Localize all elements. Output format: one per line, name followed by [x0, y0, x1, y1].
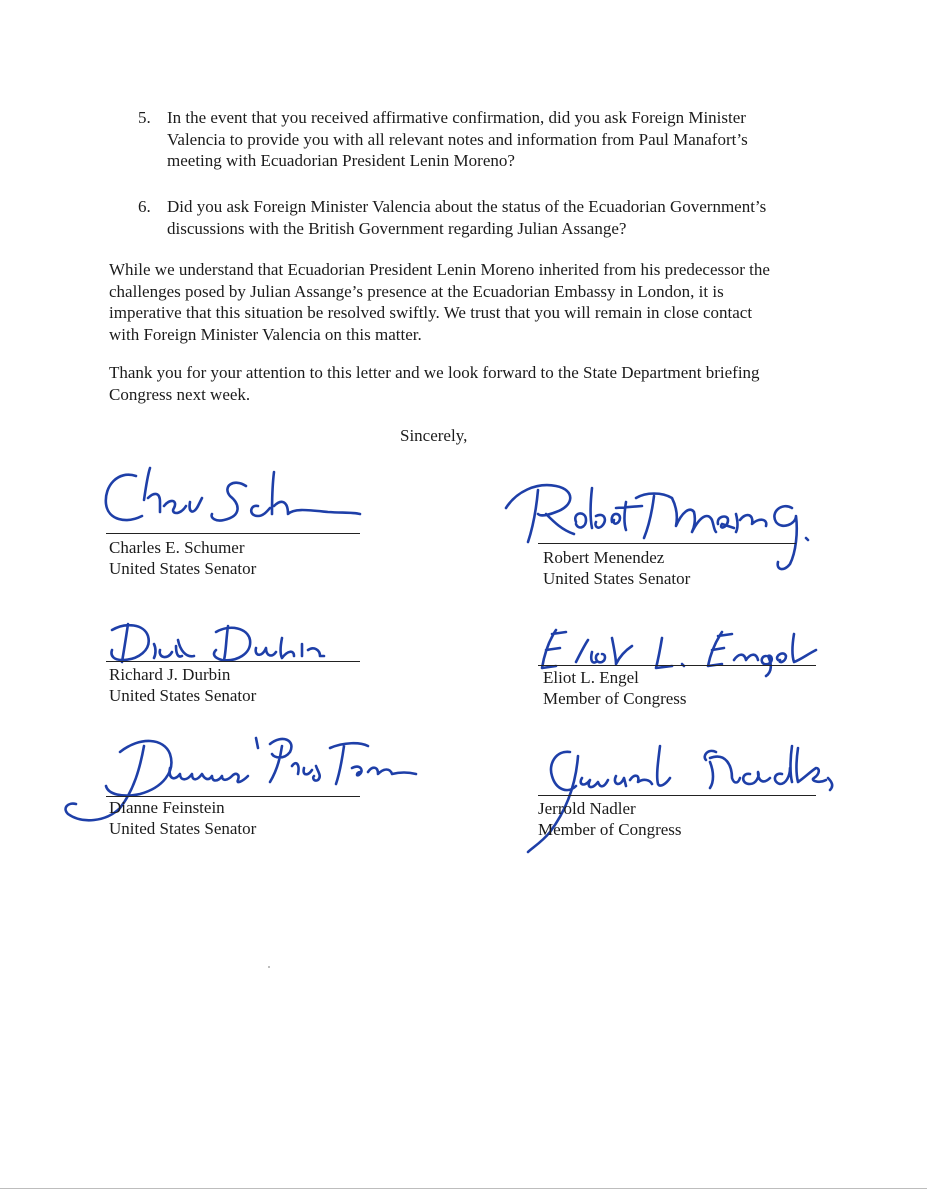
text-line: Congress next week. [109, 384, 251, 404]
signature-line [106, 533, 360, 534]
question-number: 5. [138, 108, 151, 127]
signature-line [538, 543, 796, 544]
text-line: Did you ask Foreign Minister Valencia about the status of the Ecuadorian Government’s [167, 197, 767, 216]
text-line: Thank you for your attention to this letter and we look forward to the State Department briefing [109, 363, 760, 382]
scan-speck [268, 966, 270, 968]
signatory-text [109, 664, 256, 706]
signatory-text [538, 798, 682, 840]
signatory-name: Jerrold Nadler [538, 799, 636, 818]
signatory-title: Member of Congress [538, 820, 682, 839]
signatory-title: United States Senator [109, 686, 257, 705]
text-line: with Foreign Minister Valencia on this matter. [109, 324, 422, 344]
signature-line [538, 665, 816, 666]
text-line: discussions with the British Government regarding Julian Assange? [167, 218, 627, 238]
closing: Sincerely, [400, 426, 468, 445]
signatory-title: Member of Congress [543, 689, 687, 708]
signatory-text [543, 667, 687, 709]
question-text [167, 196, 847, 239]
text-line: In the event that you received affirmative confirmation, did you ask Foreign Minister [167, 108, 746, 127]
signatory-title: United States Senator [109, 819, 257, 838]
body-paragraph [109, 362, 829, 405]
question-number: 6. [138, 197, 151, 216]
body-paragraph [109, 259, 829, 345]
text-line: imperative that this situation be resolved swiftly. We trust that you will remain in close contact [109, 303, 753, 322]
scan-edge [0, 1188, 927, 1189]
text-line: While we understand that Ecuadorian President Lenin Moreno inherited from his predecessor the [109, 260, 770, 279]
text-line: meeting with Ecuadorian President Lenin Moreno? [167, 151, 515, 170]
signatory-text [109, 537, 256, 579]
handwritten-signature [98, 462, 368, 537]
signatory-name: Dianne Feinstein [109, 798, 225, 817]
signatory-name: Eliot L. Engel [543, 668, 639, 687]
signatory-name: Robert Menendez [543, 548, 665, 567]
text-line: Valencia to provide you with all relevant notes and information from Paul Manafort’s [167, 129, 748, 149]
signatory-title: United States Senator [543, 569, 691, 588]
signature-line [538, 795, 816, 796]
signatory-text [109, 797, 256, 839]
text-line: challenges posed by Julian Assange’s presence at the Ecuadorian Embassy in London, it is [109, 281, 724, 301]
signatory-name: Richard J. Durbin [109, 665, 231, 684]
signature-line [106, 661, 360, 662]
question-text [167, 107, 847, 172]
signatory-title: United States Senator [109, 559, 257, 578]
signatory-name: Charles E. Schumer [109, 538, 245, 557]
signatory-text [543, 547, 690, 589]
